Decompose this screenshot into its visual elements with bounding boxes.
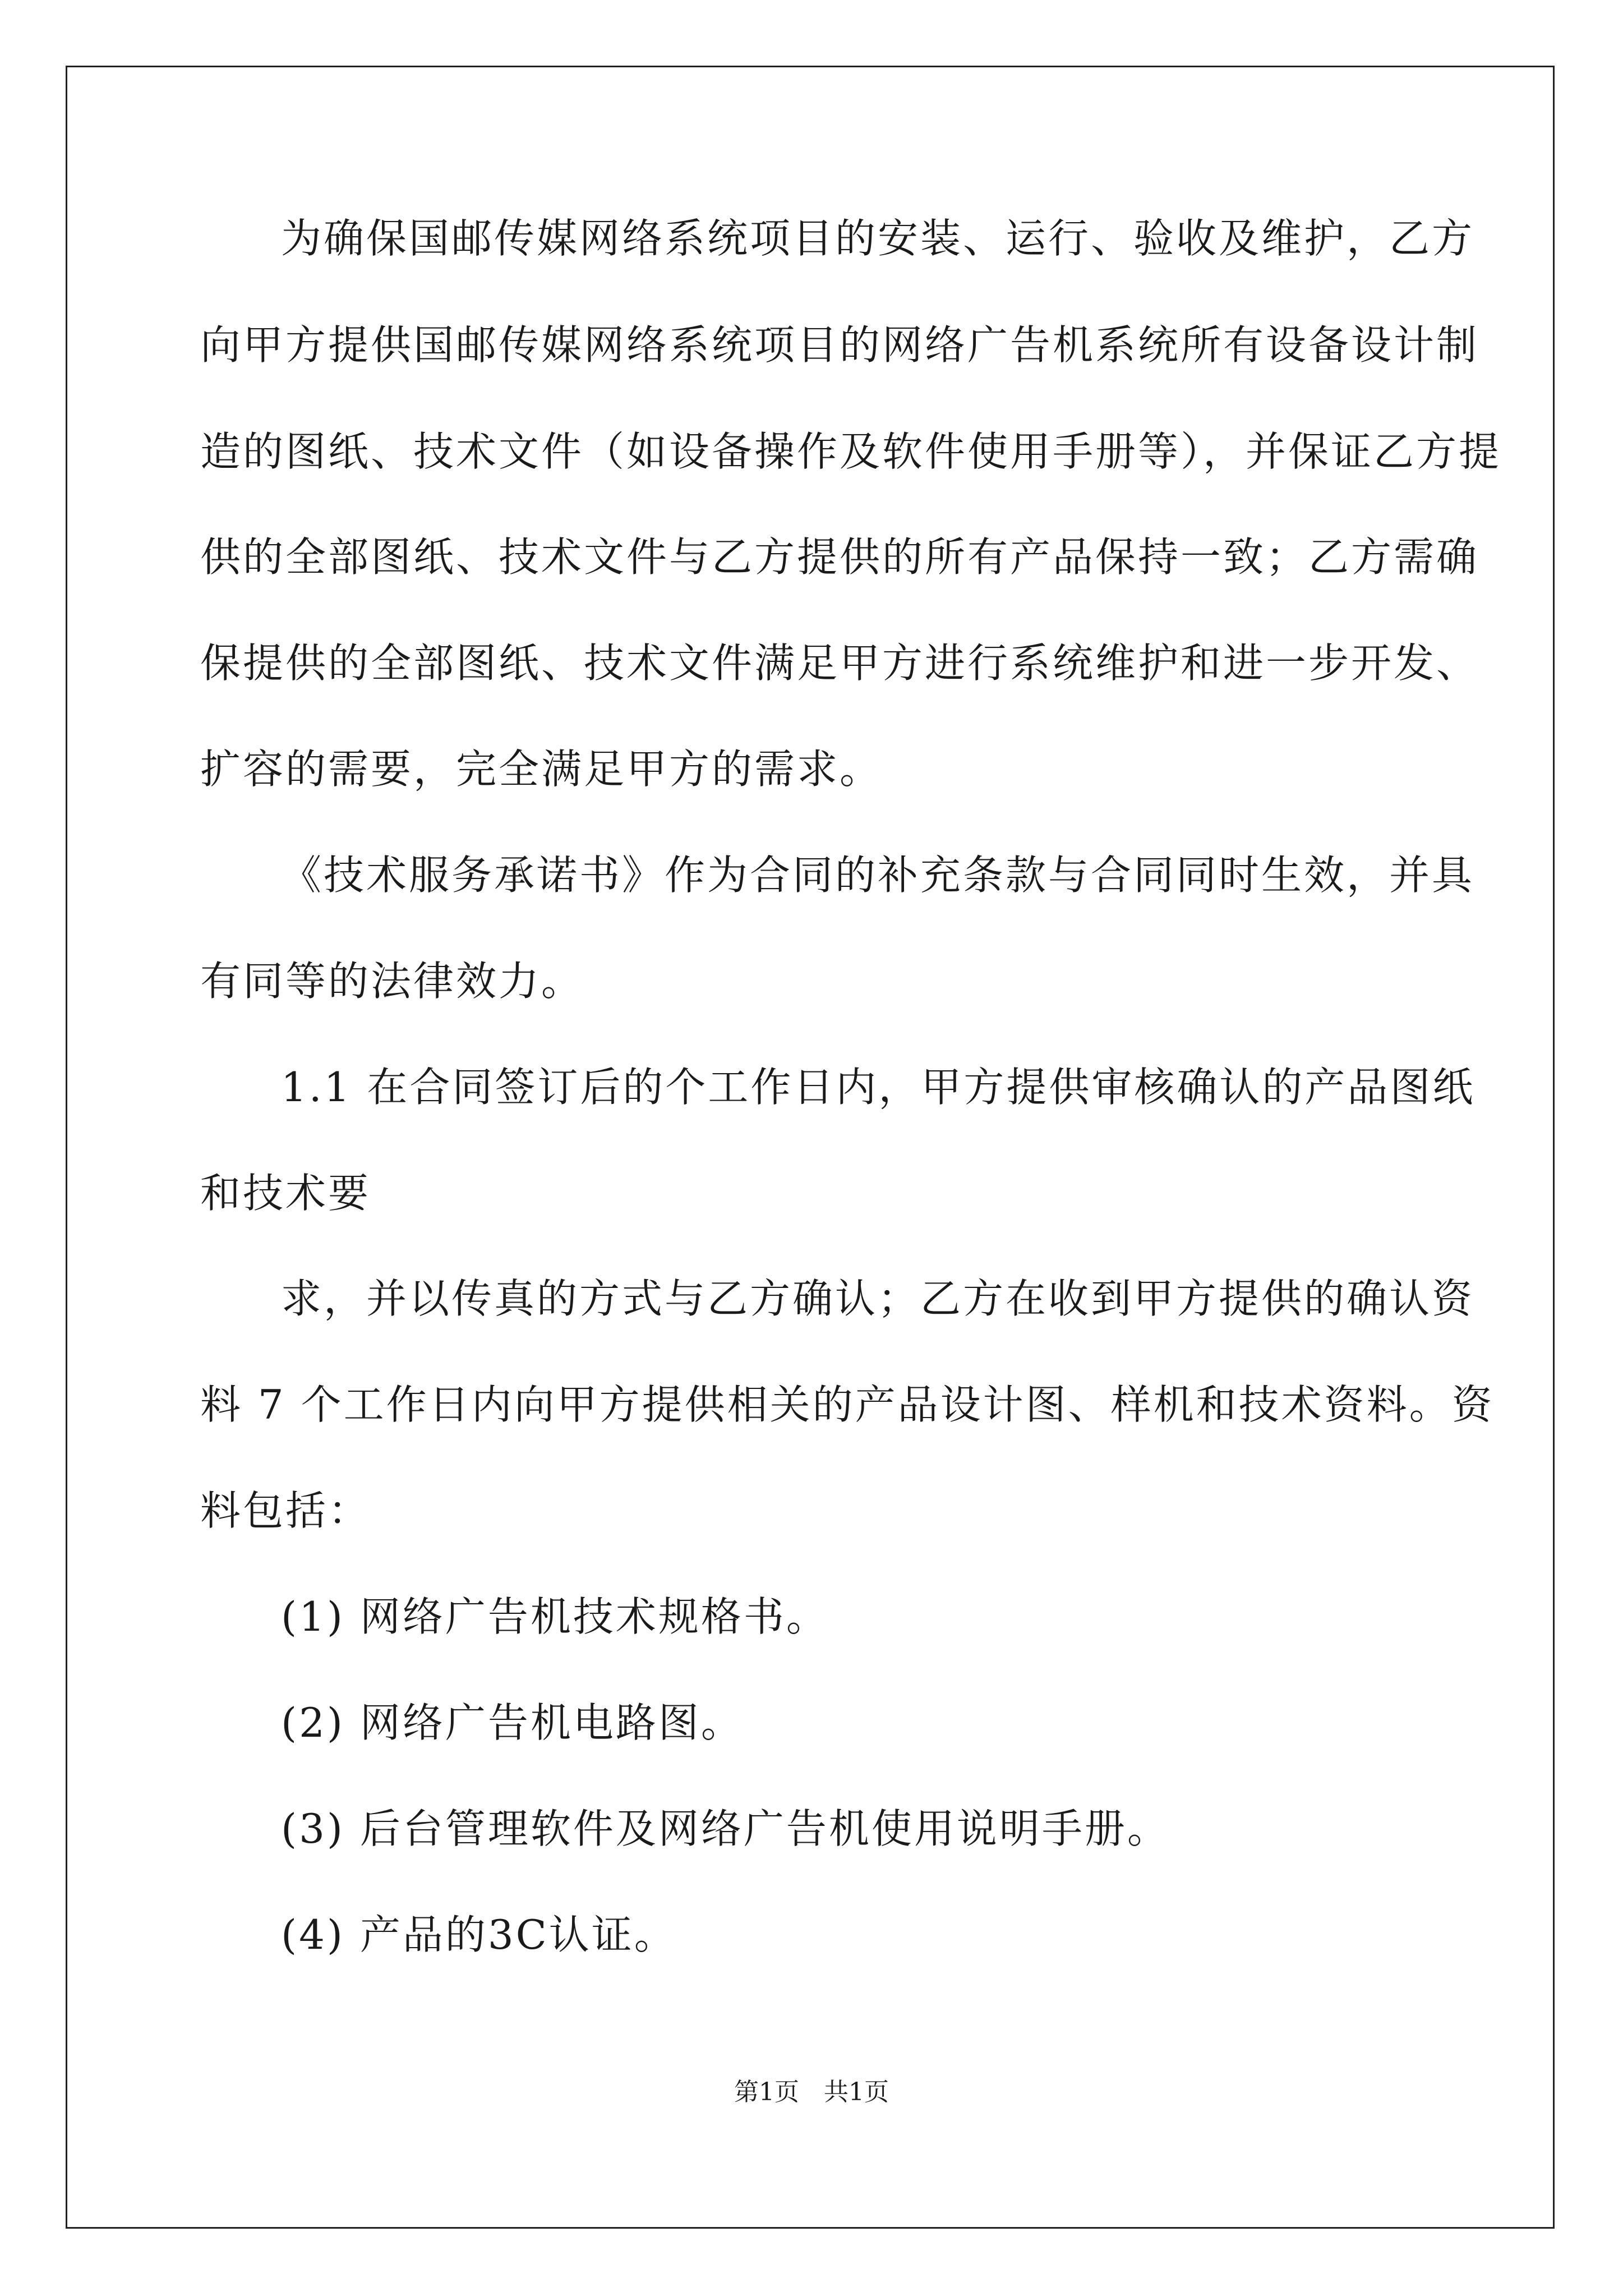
list-item-2: (2) 网络广告机电路图。	[281, 1699, 744, 1746]
paragraph-1-line-3: 造的图纸、技术文件（如设备操作及软件使用手册等），并保证乙方提	[200, 428, 1502, 475]
page-number-footer: 第1页 共1页	[734, 2078, 889, 2106]
list-item-3: (3) 后台管理软件及网络广告机使用说明手册。	[281, 1805, 1170, 1852]
paragraph-4-line-2: 料 7 个工作日内向甲方提供相关的产品设计图、样机和技术资料。资	[200, 1381, 1495, 1428]
list-item-4: (4) 产品的3C认证。	[281, 1911, 677, 1958]
page-border	[66, 66, 1555, 2229]
paragraph-1-line-1: 为确保国邮传媒网络系统项目的安装、运行、验收及维护，乙方	[281, 215, 1475, 262]
paragraph-2-line-2: 有同等的法律效力。	[200, 958, 584, 1005]
paragraph-2-line-1: 《技术服务承诺书》作为合同的补充条款与合同同时生效，并具	[281, 852, 1475, 899]
list-item-1: (1) 网络广告机技术规格书。	[281, 1593, 829, 1640]
paragraph-1-line-2: 向甲方提供国邮传媒网络系统项目的网络广告机系统所有设备设计制	[200, 321, 1479, 369]
paragraph-3-line-2: 和技术要	[200, 1170, 371, 1217]
paragraph-4-line-3: 料包括：	[200, 1487, 371, 1534]
paragraph-1-line-6: 扩容的需要，完全满足甲方的需求。	[200, 746, 883, 793]
paragraph-1-line-4: 供的全部图纸、技术文件与乙方提供的所有产品保持一致；乙方需确	[200, 533, 1479, 581]
paragraph-1-line-5: 保提供的全部图纸、技术文件满足甲方进行系统维护和进一步开发、	[200, 639, 1479, 687]
paragraph-4-line-1: 求，并以传真的方式与乙方确认；乙方在收到甲方提供的确认资	[281, 1275, 1475, 1322]
paragraph-3-line-1: 1.1 在合同签订后的个工作日内，甲方提供审核确认的产品图纸	[281, 1064, 1476, 1111]
